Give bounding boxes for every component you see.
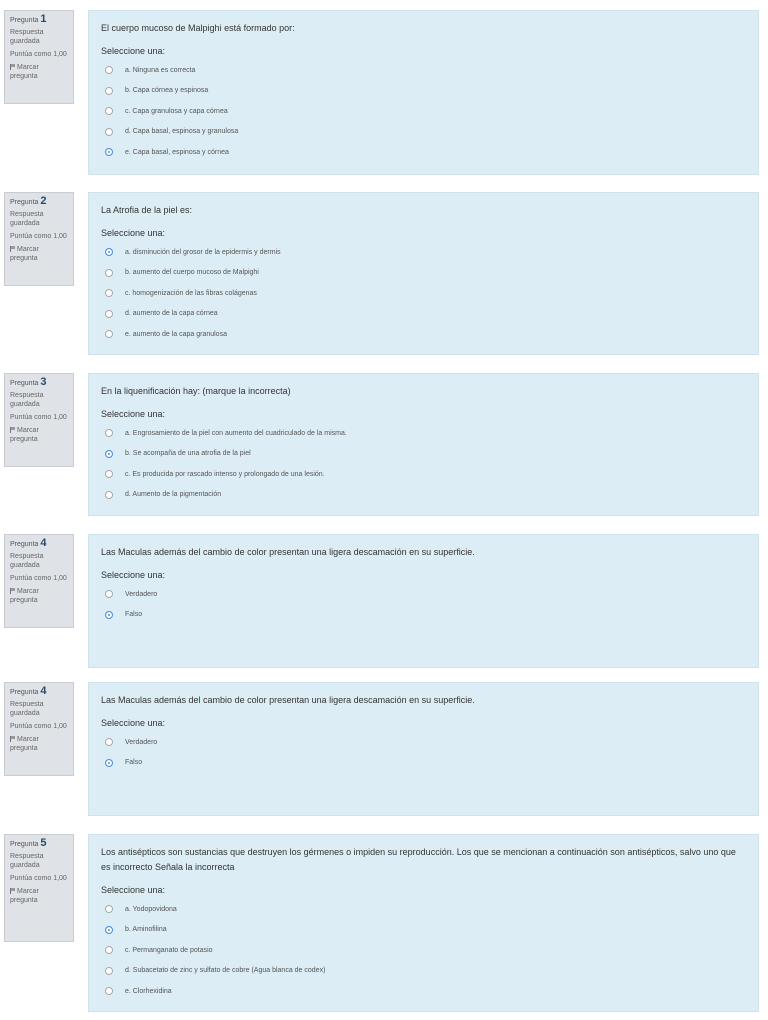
option-label[interactable]: e. Capa basal, espinosa y córnea <box>125 148 229 156</box>
question-grade: Puntúa como 1,00 <box>10 723 67 730</box>
question-content <box>88 373 759 516</box>
flag-question-link[interactable]: Marcar pregunta <box>10 736 39 752</box>
radio-button[interactable] <box>105 590 113 598</box>
option-label[interactable]: Verdadero <box>125 738 158 746</box>
answer-prompt: Seleccione una: <box>101 409 166 419</box>
answer-option[interactable] <box>101 961 746 982</box>
flag-question-link[interactable]: Marcar pregunta <box>10 588 39 604</box>
option-label[interactable]: c. Permanganato de potasio <box>125 946 213 954</box>
option-label[interactable]: d. aumento de la capa córnea <box>125 310 218 318</box>
answer-prompt: Seleccione una: <box>101 46 166 56</box>
question-grade: Puntúa como 1,00 <box>10 575 67 582</box>
answer-option[interactable] <box>101 485 746 506</box>
option-label[interactable]: c. Capa granulosa y capa córnea <box>125 107 228 115</box>
radio-button[interactable] <box>105 66 113 74</box>
question-info <box>4 834 74 942</box>
option-label[interactable]: c. homogenización de las fibras colágenas <box>125 289 257 297</box>
option-label[interactable]: d. Subacetato de zinc y sulfato de cobre (Agua blanca de codex) <box>125 967 326 975</box>
question-number: Pregunta 4 <box>10 685 47 697</box>
question-state: Respuesta guardada <box>10 392 44 408</box>
radio-button[interactable] <box>105 926 113 934</box>
option-label[interactable]: Falso <box>125 759 143 767</box>
question-text: En la liquenificación hay: (marque la incorrecta) <box>101 386 291 396</box>
question-info <box>4 682 74 776</box>
radio-button[interactable] <box>105 905 113 913</box>
answer-prompt: Seleccione una: <box>101 718 166 728</box>
radio-button[interactable] <box>105 269 113 277</box>
option-label[interactable]: Falso <box>125 611 143 619</box>
answer-option[interactable] <box>101 423 746 444</box>
answer-option[interactable] <box>101 732 746 753</box>
radio-button[interactable] <box>105 987 113 995</box>
answer-option[interactable] <box>101 263 746 284</box>
option-label[interactable]: e. aumento de la capa granulosa <box>125 330 227 338</box>
answer-option[interactable] <box>101 142 746 163</box>
option-label[interactable]: a. Engrosamiento de la piel con aumento del cuadriculado de la misma. <box>125 429 347 437</box>
question-state: Respuesta guardada <box>10 701 44 717</box>
option-label[interactable]: a. disminución del grosor de la epidermis y dermis <box>125 248 281 256</box>
option-label[interactable]: b. aumento del cuerpo mucoso de Malpighi <box>125 269 259 277</box>
option-label[interactable]: e. Clorhexidina <box>125 987 172 995</box>
answer-option[interactable] <box>101 899 746 920</box>
radio-button[interactable] <box>105 491 113 499</box>
radio-button[interactable] <box>105 738 113 746</box>
option-label[interactable]: d. Capa basal, espinosa y granulosa <box>125 128 239 136</box>
question-content <box>88 534 759 668</box>
answer-option[interactable] <box>101 101 746 122</box>
flag-icon <box>10 588 15 594</box>
flag-question-link[interactable]: Marcar pregunta <box>10 64 39 80</box>
answer-option[interactable] <box>101 60 746 81</box>
answer-option[interactable] <box>101 940 746 961</box>
answer-option[interactable] <box>101 283 746 304</box>
question-state: Respuesta guardada <box>10 211 44 227</box>
answer-option[interactable] <box>101 304 746 325</box>
option-label[interactable]: b. Se acompaña de una atrofia de la piel <box>125 450 251 458</box>
flag-icon <box>10 64 15 70</box>
question-text: Los antisépticos son sustancias que destruyen los gérmenes o impiden su reproducción. Los que se mencionan a continuación son antisépticos, salvo uno que es incorrecto Señala la incorrecta <box>101 847 736 872</box>
radio-button[interactable] <box>105 450 113 458</box>
question-grade: Puntúa como 1,00 <box>10 51 67 58</box>
flag-question-link[interactable]: Marcar pregunta <box>10 427 39 443</box>
question-number: Pregunta 3 <box>10 376 47 388</box>
radio-button[interactable] <box>105 87 113 95</box>
radio-button[interactable] <box>105 107 113 115</box>
radio-button[interactable] <box>105 310 113 318</box>
option-label[interactable]: a. Yodopovidona <box>125 905 177 913</box>
answer-option[interactable] <box>101 753 746 774</box>
answer-option[interactable] <box>101 605 746 626</box>
question-state: Respuesta guardada <box>10 553 44 569</box>
radio-button[interactable] <box>105 289 113 297</box>
radio-button[interactable] <box>105 611 113 619</box>
question-text: Las Maculas además del cambio de color presentan una ligera descamación en su superficie. <box>101 695 475 705</box>
question-info <box>4 10 74 104</box>
question-state: Respuesta guardada <box>10 29 44 45</box>
answer-option[interactable] <box>101 584 746 605</box>
question-number: Pregunta 2 <box>10 195 47 207</box>
flag-question-link[interactable]: Marcar pregunta <box>10 888 39 904</box>
question-number: Pregunta 4 <box>10 537 47 549</box>
radio-button[interactable] <box>105 429 113 437</box>
question-text: La Atrofia de la piel es: <box>101 205 193 215</box>
option-label[interactable]: b. Capa córnea y espinosa <box>125 87 209 95</box>
flag-icon <box>10 246 15 252</box>
answer-option[interactable] <box>101 122 746 143</box>
question-number: Pregunta 1 <box>10 13 47 25</box>
flag-icon <box>10 888 15 894</box>
answer-prompt: Seleccione una: <box>101 885 166 895</box>
question-number: Pregunta 5 <box>10 837 47 849</box>
question-text: Las Maculas además del cambio de color presentan una ligera descamación en su superficie. <box>101 547 475 557</box>
option-label[interactable]: c. Es producida por rascado intenso y prolongado de una lesión. <box>125 470 325 478</box>
question-content <box>88 192 759 355</box>
question-state: Respuesta guardada <box>10 853 44 869</box>
answer-option[interactable] <box>101 920 746 941</box>
radio-button[interactable] <box>105 128 113 136</box>
flag-question-link[interactable]: Marcar pregunta <box>10 246 39 262</box>
radio-button[interactable] <box>105 248 113 256</box>
answer-option[interactable] <box>101 242 746 263</box>
radio-button[interactable] <box>105 148 113 156</box>
flag-icon <box>10 736 15 742</box>
option-label[interactable]: a. Ninguna es correcta <box>125 66 196 74</box>
question-content <box>88 834 759 1012</box>
radio-button[interactable] <box>105 967 113 975</box>
question-grade: Puntúa como 1,00 <box>10 233 67 240</box>
radio-button[interactable] <box>105 759 113 767</box>
flag-icon <box>10 427 15 433</box>
question-grade: Puntúa como 1,00 <box>10 875 67 882</box>
answer-option[interactable] <box>101 464 746 485</box>
answer-option[interactable] <box>101 981 746 1002</box>
answer-prompt: Seleccione una: <box>101 228 166 238</box>
option-label[interactable]: b. Aminofilina <box>125 926 167 934</box>
option-label[interactable]: Verdadero <box>125 590 158 598</box>
question-info <box>4 192 74 286</box>
answer-option[interactable] <box>101 444 746 465</box>
radio-button[interactable] <box>105 946 113 954</box>
question-content <box>88 10 759 175</box>
radio-button[interactable] <box>105 330 113 338</box>
question-grade: Puntúa como 1,00 <box>10 414 67 421</box>
question-info <box>4 373 74 467</box>
answer-option[interactable] <box>101 324 746 345</box>
option-label[interactable]: d. Aumento de la pigmentación <box>125 491 222 499</box>
answer-option[interactable] <box>101 81 746 102</box>
question-content <box>88 682 759 816</box>
question-text: El cuerpo mucoso de Malpighi está formado por: <box>101 23 295 33</box>
answer-prompt: Seleccione una: <box>101 570 166 580</box>
radio-button[interactable] <box>105 470 113 478</box>
question-info <box>4 534 74 628</box>
